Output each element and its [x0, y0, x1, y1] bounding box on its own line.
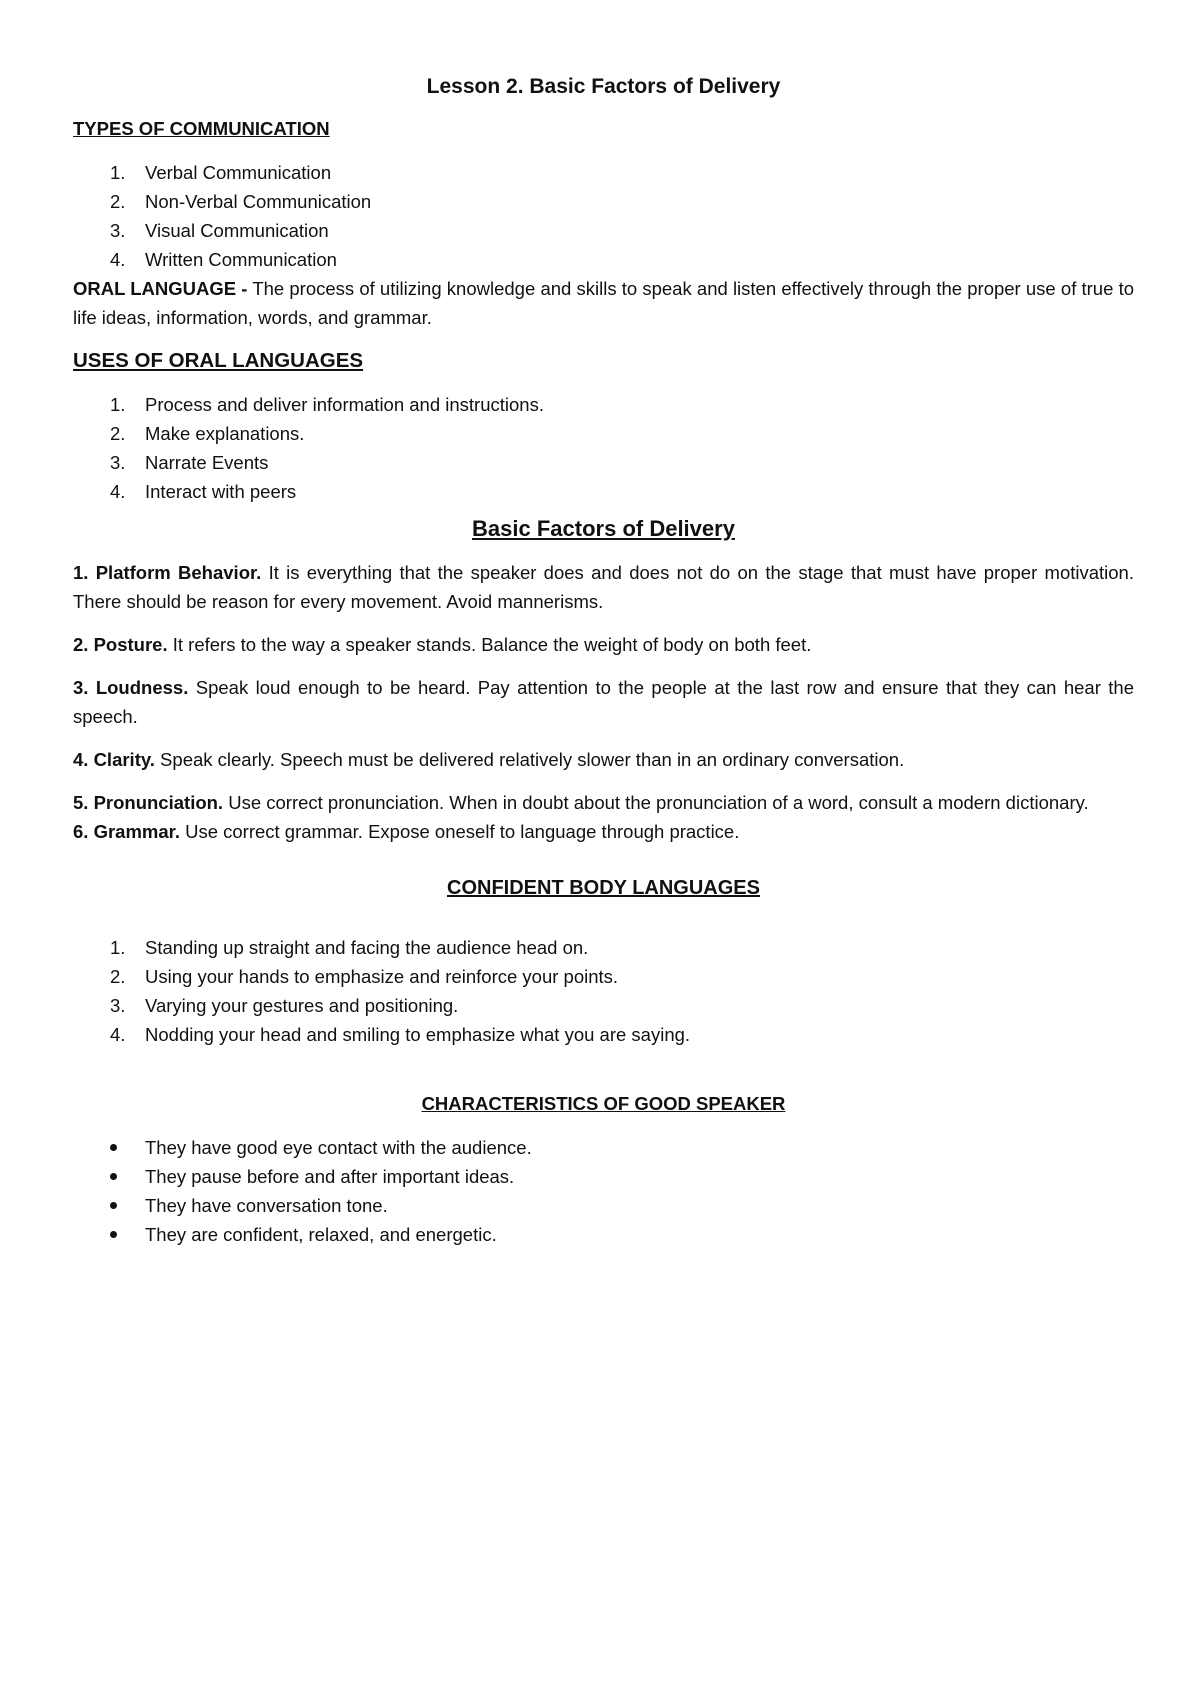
list-item-text: Standing up straight and facing the audience head on. — [145, 937, 589, 958]
bullet-icon — [110, 1231, 117, 1238]
list-item-text: They are confident, relaxed, and energetic. — [145, 1224, 497, 1245]
list-item — [73, 390, 1134, 419]
list-item-text: Process and deliver information and instructions. — [145, 394, 544, 415]
factor-text: Speak loud enough to be heard. Pay attention to the people at the last row and ensure that they can hear the speech. — [73, 677, 1134, 727]
list-number: 4. — [110, 249, 126, 270]
factor-paragraph — [73, 745, 1134, 774]
list-number: 1. — [110, 162, 126, 183]
list-item — [73, 933, 1134, 962]
uses-heading: USES OF ORAL LANGUAGES — [73, 349, 364, 372]
list-number: 4. — [110, 1024, 126, 1045]
list-item — [73, 1162, 1134, 1191]
list-item-text: Verbal Communication — [145, 162, 332, 183]
list-item-text: Interact with peers — [145, 481, 297, 502]
oral-language-definition: The process of utilizing knowledge and skills to speak and listen effectively through the proper use of true to life ideas, information, words, and grammar. — [73, 278, 1134, 328]
characteristics-list — [73, 1133, 1134, 1249]
list-number: 2. — [110, 966, 126, 987]
factor-text: Speak clearly. Speech must be delivered relatively slower than in an ordinary conversation. — [154, 749, 905, 770]
list-number: 3. — [110, 220, 126, 241]
list-item-text: Visual Communication — [145, 220, 329, 241]
characteristics-heading: CHARACTERISTICS OF GOOD SPEAKER — [421, 1093, 786, 1114]
oral-language-paragraph — [73, 274, 1134, 332]
list-number: 3. — [110, 995, 126, 1016]
factor-text: Use correct pronunciation. When in doubt about the pronunciation of a word, consult a modern dictionary. — [223, 792, 1089, 813]
factor-term: 1. Platform Behavior. — [73, 562, 262, 583]
list-number: 3. — [110, 452, 126, 473]
list-item — [73, 1220, 1134, 1249]
bullet-icon — [110, 1144, 117, 1151]
list-item — [73, 991, 1134, 1020]
factor-paragraph — [73, 630, 1134, 659]
body-language-heading: CONFIDENT BODY LANGUAGES — [447, 877, 760, 899]
list-number: 1. — [110, 394, 126, 415]
list-number: 4. — [110, 481, 126, 502]
list-item — [73, 448, 1134, 477]
uses-list — [73, 390, 1134, 506]
list-item-text: They have good eye contact with the audience. — [145, 1137, 532, 1158]
list-item-text: Varying your gestures and positioning. — [145, 995, 459, 1016]
list-item-text: Using your hands to emphasize and reinforce your points. — [145, 966, 619, 987]
list-item — [73, 962, 1134, 991]
list-item-text: Non-Verbal Communication — [145, 191, 372, 212]
list-number: 2. — [110, 423, 126, 444]
list-item — [73, 187, 1134, 216]
factor-term: 4. Clarity. — [73, 749, 155, 770]
list-item-text: Nodding your head and smiling to emphasize what you are saying. — [145, 1024, 691, 1045]
list-item — [73, 245, 1134, 274]
list-number: 1. — [110, 937, 126, 958]
list-item — [73, 158, 1134, 187]
list-item-text: They pause before and after important ideas. — [145, 1166, 515, 1187]
list-item-text: Written Communication — [145, 249, 337, 270]
factor-text: It refers to the way a speaker stands. Balance the weight of body on both feet. — [167, 634, 812, 655]
document-content — [73, 72, 1134, 1249]
factor-term: 3. Loudness. — [73, 677, 189, 698]
list-item-text: Narrate Events — [145, 452, 269, 473]
oral-language-term: ORAL LANGUAGE - — [73, 278, 248, 299]
factor-paragraph — [73, 817, 1134, 846]
list-item — [73, 1191, 1134, 1220]
factor-paragraph — [73, 673, 1134, 731]
body-language-list — [73, 933, 1134, 1049]
list-item — [73, 1020, 1134, 1049]
bullet-icon — [110, 1202, 117, 1209]
factor-term: 2. Posture. — [73, 634, 168, 655]
document-title: Lesson 2. Basic Factors of Delivery — [426, 75, 781, 98]
factor-term: 6. Grammar. — [73, 821, 180, 842]
factor-paragraph — [73, 788, 1134, 817]
factors-heading: Basic Factors of Delivery — [472, 516, 735, 541]
types-heading: TYPES OF COMMUNICATION — [73, 118, 330, 139]
list-item — [73, 1133, 1134, 1162]
factor-term: 5. Pronunciation. — [73, 792, 224, 813]
list-item-text: They have conversation tone. — [145, 1195, 388, 1216]
bullet-icon — [110, 1173, 117, 1180]
types-list — [73, 158, 1134, 274]
factor-text: It is everything that the speaker does and does not do on the stage that must have proper motivation. There should be reason for every movement. Avoid mannerisms. — [73, 562, 1134, 612]
list-item-text: Make explanations. — [145, 423, 305, 444]
list-item — [73, 419, 1134, 448]
list-item — [73, 216, 1134, 245]
list-number: 2. — [110, 191, 126, 212]
factor-paragraph — [73, 558, 1134, 616]
list-item — [73, 477, 1134, 506]
factor-text: Use correct grammar. Expose oneself to language through practice. — [179, 821, 740, 842]
